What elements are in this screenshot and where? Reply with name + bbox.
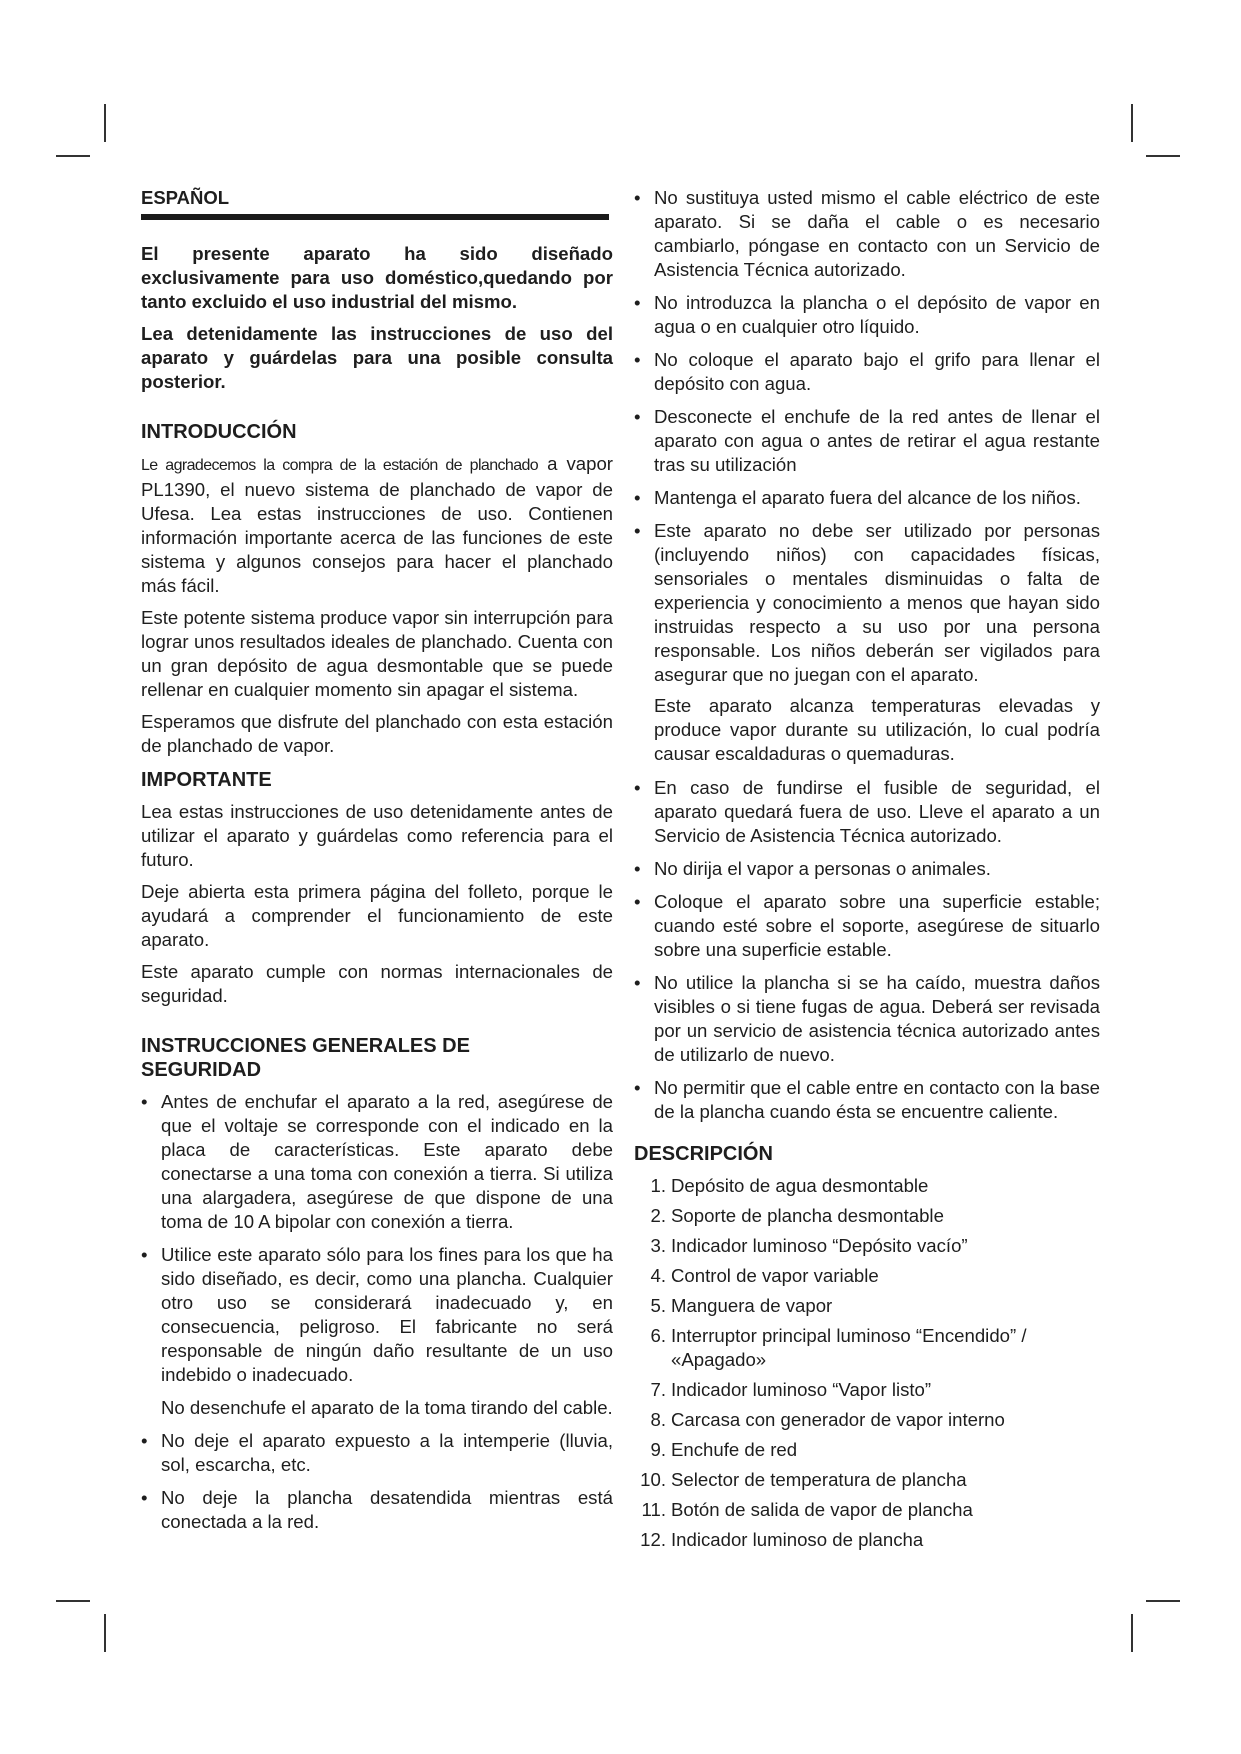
seguridad-list-right-2 <box>634 776 1100 1124</box>
crop-mark-bottom-right-h <box>1146 1600 1180 1602</box>
list-item: 11. Botón de salida de vapor de plancha <box>641 1499 973 1520</box>
importante-paragraph-3: Este aparato cumple con normas internacionales de seguridad. <box>141 961 613 1006</box>
language-heading: ESPAÑOL <box>141 187 230 208</box>
seguridad-list-left <box>141 1090 613 1387</box>
introduccion-rest: a vapor PL1390, el nuevo sistema de planchado de vapor de Ufesa. Lea estas instrucciones de uso. Contienen información importante acerca de las funciones de este sistema y algunos consejos para hacer el planchado más fácil. <box>141 453 613 596</box>
left-column <box>141 186 613 1543</box>
crop-mark-top-right-v <box>1131 104 1133 142</box>
importante-title: IMPORTANTE <box>141 769 272 791</box>
list-item: • Antes de enchufar el aparato a la red, asegúrese de que el voltaje se corresponde con el indicado en la placa de características. Este aparato debe conectarse a una toma con conexión a tierra. Si utiliza una alargadera, asegúrese de que dispone de una toma de 10 A bipolar con conexión a tierra. <box>141 1090 613 1234</box>
list-item: • No sustituya usted mismo el cable eléctrico de este aparato. Si se daña el cable o es necesario cambiarlo, póngase en contacto con un Servicio de Asistencia Técnica autorizado. <box>634 186 1100 282</box>
descripcion-list <box>634 1174 1100 1552</box>
seguridad-list-right <box>634 186 1100 687</box>
list-item: 8. Carcasa con generador de vapor interno <box>650 1409 1005 1430</box>
heading-rule <box>141 214 609 220</box>
crop-mark-top-right-h <box>1146 155 1180 157</box>
list-item: 12. Indicador luminoso de plancha <box>640 1529 924 1550</box>
list-item: • Mantenga el aparato fuera del alcance de los niños. <box>634 486 1100 510</box>
seguridad-list-left-2 <box>141 1429 613 1534</box>
list-item: • No coloque el aparato bajo el grifo para llenar el depósito con agua. <box>634 348 1100 396</box>
list-item: 9. Enchufe de red <box>650 1439 798 1460</box>
seguridad-title: INSTRUCCIONES GENERALES DE SEGURIDAD <box>141 1035 470 1081</box>
high-temperature-note: Este aparato alcanza temperaturas elevadas y produce vapor durante su utilización, lo cual podría causar escaldaduras o quemaduras. <box>654 695 1100 764</box>
introduccion-line-1: Le agradecemos la compra de la estación de planchado <box>141 457 539 474</box>
crop-mark-bottom-right-v <box>1131 1614 1133 1652</box>
list-item: 5. Manguera de vapor <box>650 1295 833 1316</box>
crop-mark-bottom-left-v <box>104 1614 106 1652</box>
introduccion-paragraph-2: Este potente sistema produce vapor sin interrupción para lograr unos resultados ideales de planchado. Cuenta con un gran depósito de agua desmontable que se puede rellenar en cualquier momento sin apagar el sistema. <box>141 607 613 700</box>
intro-bold-usage: El presente aparato ha sido diseñado exclusivamente para uso doméstico,quedando por tanto excluido el uso industrial del mismo. <box>141 243 613 312</box>
list-item: • No permitir que el cable entre en contacto con la base de la plancha cuando ésta se encuentre caliente. <box>634 1076 1100 1124</box>
crop-mark-top-left-v <box>104 104 106 142</box>
list-item: 1. Depósito de agua desmontable <box>650 1175 929 1196</box>
importante-paragraph-1: Lea estas instrucciones de uso detenidamente antes de utilizar el aparato y guárdelas como referencia para el futuro. <box>141 801 613 870</box>
list-item: • Coloque el aparato sobre una superficie estable; cuando esté sobre el soporte, asegúrese de situarlo sobre una superficie estable. <box>634 890 1100 962</box>
importante-paragraph-2: Deje abierta esta primera página del folleto, porque le ayudará a comprender el funcionamiento de este aparato. <box>141 881 613 950</box>
introduccion-title: INTRODUCCIÓN <box>141 421 297 443</box>
list-item: • No deje la plancha desatendida mientras está conectada a la red. <box>141 1486 613 1534</box>
list-item: 4. Control de vapor variable <box>650 1265 879 1286</box>
intro-bold-read: Lea detenidamente las instrucciones de uso del aparato y guárdelas para una posible consulta posterior. <box>141 323 613 392</box>
introduccion-paragraph-1 <box>141 452 613 598</box>
introduccion-paragraph-3: Esperamos que disfrute del planchado con esta estación de planchado de vapor. <box>141 711 613 756</box>
list-item: • Este aparato no debe ser utilizado por personas (incluyendo niños) con capacidades físicas, sensoriales o mentales disminuidas o falta de experiencia y conocimiento a menos que hayan sido instruidas respecto a su uso por una persona responsable. Los niños deberán ser vigilados para asegurar que no juegan con el aparato. <box>634 519 1100 687</box>
list-item: • Utilice este aparato sólo para los fines para los que ha sido diseñado, es decir, como una plancha. Cualquier otro uso se considerará inadecuado y, en consecuencia, peligroso. El fabricante no será responsable de ningún daño resultante de un uso indebido o inadecuado. <box>141 1243 613 1387</box>
list-item: • No introduzca la plancha o el depósito de vapor en agua o en cualquier otro líquido. <box>634 291 1100 339</box>
list-item: 3. Indicador luminoso “Depósito vacío” <box>650 1235 968 1256</box>
list-item: • No deje el aparato expuesto a la intemperie (lluvia, sol, escarcha, etc. <box>141 1429 613 1477</box>
list-item: 6. Interruptor principal luminoso “Encendido” / «Apagado» <box>650 1325 1027 1370</box>
list-item: 7. Indicador luminoso “Vapor listo” <box>650 1379 932 1400</box>
list-item: 2. Soporte de plancha desmontable <box>650 1205 944 1226</box>
list-item: • En caso de fundirse el fusible de seguridad, el aparato quedará fuera de uso. Lleve el aparato a un Servicio de Asistencia Técnica autorizado. <box>634 776 1100 848</box>
crop-mark-top-left-h <box>56 155 90 157</box>
list-item: • No dirija el vapor a personas o animales. <box>634 857 1100 881</box>
descripcion-title: DESCRIPCIÓN <box>634 1143 773 1165</box>
list-item: 10. Selector de temperatura de plancha <box>640 1469 967 1490</box>
list-item: • Desconecte el enchufe de la red antes de llenar el aparato con agua o antes de retirar el agua restante tras su utilización <box>634 405 1100 477</box>
crop-mark-bottom-left-h <box>56 1600 90 1602</box>
list-item: • No utilice la plancha si se ha caído, muestra daños visibles o si tiene fugas de agua. Deberá ser revisada por un servicio de asistencia técnica autorizado antes de utilizarlo de nuevo. <box>634 971 1100 1067</box>
right-column <box>634 186 1100 1558</box>
unplug-note: No desenchufe el aparato de la toma tirando del cable. <box>161 1397 613 1418</box>
